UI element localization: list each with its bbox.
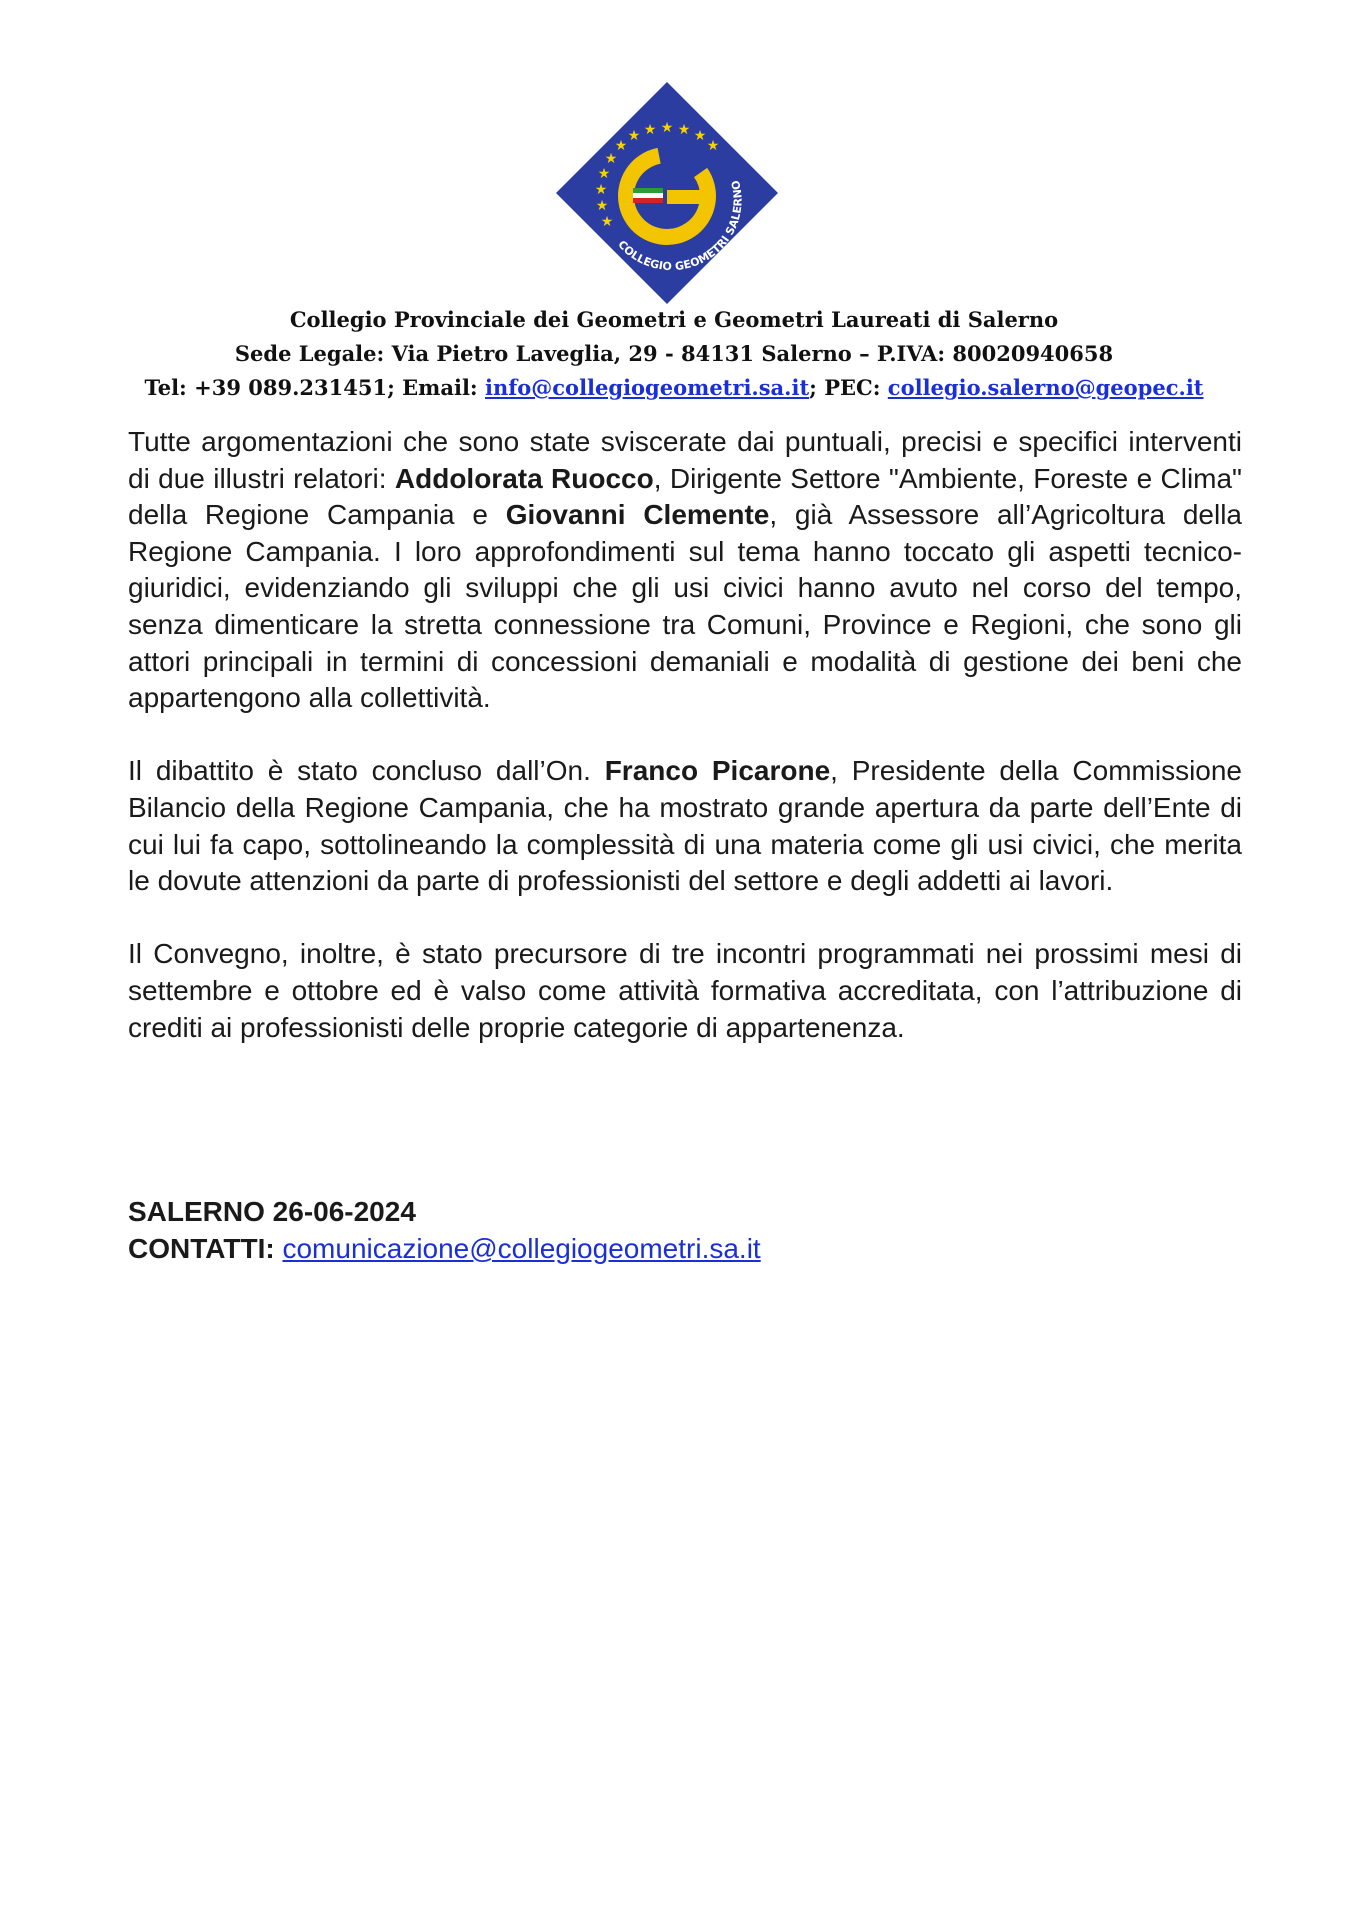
footer [128,1193,761,1267]
letterhead-address: Sede Legale: Via Pietro Laveglia, 29 - 84131 Salerno – P.IVA: 80020940658 [234,341,1114,366]
logo-g-bar [667,190,707,204]
svg-text:★: ★ [627,128,641,144]
logo-ring-text: COLLEGIO GEOMETRI SALERNO [615,179,745,274]
email-link[interactable]: info@collegiogeometri.sa.it [484,375,810,400]
p2-text-1: Il dibattito è stato concluso dall’On. [128,755,605,787]
paragraph-2 [128,753,1242,899]
article-body [128,424,1242,1083]
letterhead [100,303,1248,405]
contacts-label: CONTATTI: [128,1233,283,1264]
svg-text:★: ★ [597,166,611,182]
pec-label: ; PEC: [809,375,888,400]
p1-text-3: , già Assessore all’Agricoltura della Regione Campania. I loro approfondimenti sul tema hanno toccato gli aspetti tecnico-giuridici, evidenziando gli sviluppi che gli usi civici hanno avuto nel corso del tempo, senza dimenticare la stretta connessione tra Comuni, Province e Regioni, che sono gli attori principali in termini di concessioni demaniali e modalità di gestione dei beni che appartengono alla collettività. [128,499,1242,714]
collegio-geometri-logo [554,80,780,306]
svg-text:★: ★ [614,138,628,154]
letterhead-contacts [100,371,1248,405]
speaker-name-3: Franco Picarone [604,755,831,787]
speaker-name-2: Giovanni Clemente [505,499,770,531]
logo-tricolor [633,188,663,203]
contacts-email-link[interactable]: comunicazione@collegiogeometri.sa.it [282,1233,761,1264]
svg-text:★: ★ [595,198,609,214]
paragraph-3 [128,936,1242,1046]
speaker-name-1: Addolorata Ruocco [394,462,654,494]
tel-email-label: Tel: +39 089.231451; Email: [144,375,485,400]
svg-text:★: ★ [594,182,608,198]
svg-text:★: ★ [643,122,657,138]
svg-text:★: ★ [604,151,618,167]
date-line: SALERNO 26-06-2024 [128,1196,416,1227]
p2-text-2: , Presidente della Commissione Bilancio della Regione Campania, che ha mostrato grande apertura da parte dell’Ente di cui lui fa capo, sottolineando la complessità di una materia come gli usi civici, che merita le dovute attenzioni da parte di professionisti del settore e degli addetti ai lavori. [128,755,1243,897]
pec-link[interactable]: collegio.salerno@geopec.it [887,375,1204,400]
letterhead-name: Collegio Provinciale dei Geometri e Geometri Laureati di Salerno [289,307,1059,332]
svg-text:★: ★ [600,214,614,230]
p3-text-1: Il Convegno, inoltre, è stato precursore di tre incontri programmati nei prossimi mesi di settembre e ottobre ed è valso come attività formativa accreditata, con l’attribuzione di crediti ai professionisti delle proprie categorie di appartenenza. [128,938,1242,1043]
paragraph-1 [128,424,1242,717]
svg-text:★: ★ [693,128,707,144]
svg-text:★: ★ [660,120,674,136]
contacts-line [128,1230,761,1267]
svg-text:★: ★ [677,122,691,138]
p1-text-1: Tutte argomentazioni che sono state sviscerate dai puntuali, precisi e specifici interventi di due illustri relatori: [128,426,1242,494]
p1-text-2: , Dirigente Settore "Ambiente, Foreste e Clima" della Regione Campania e [128,462,1243,531]
svg-text:★: ★ [706,138,720,154]
